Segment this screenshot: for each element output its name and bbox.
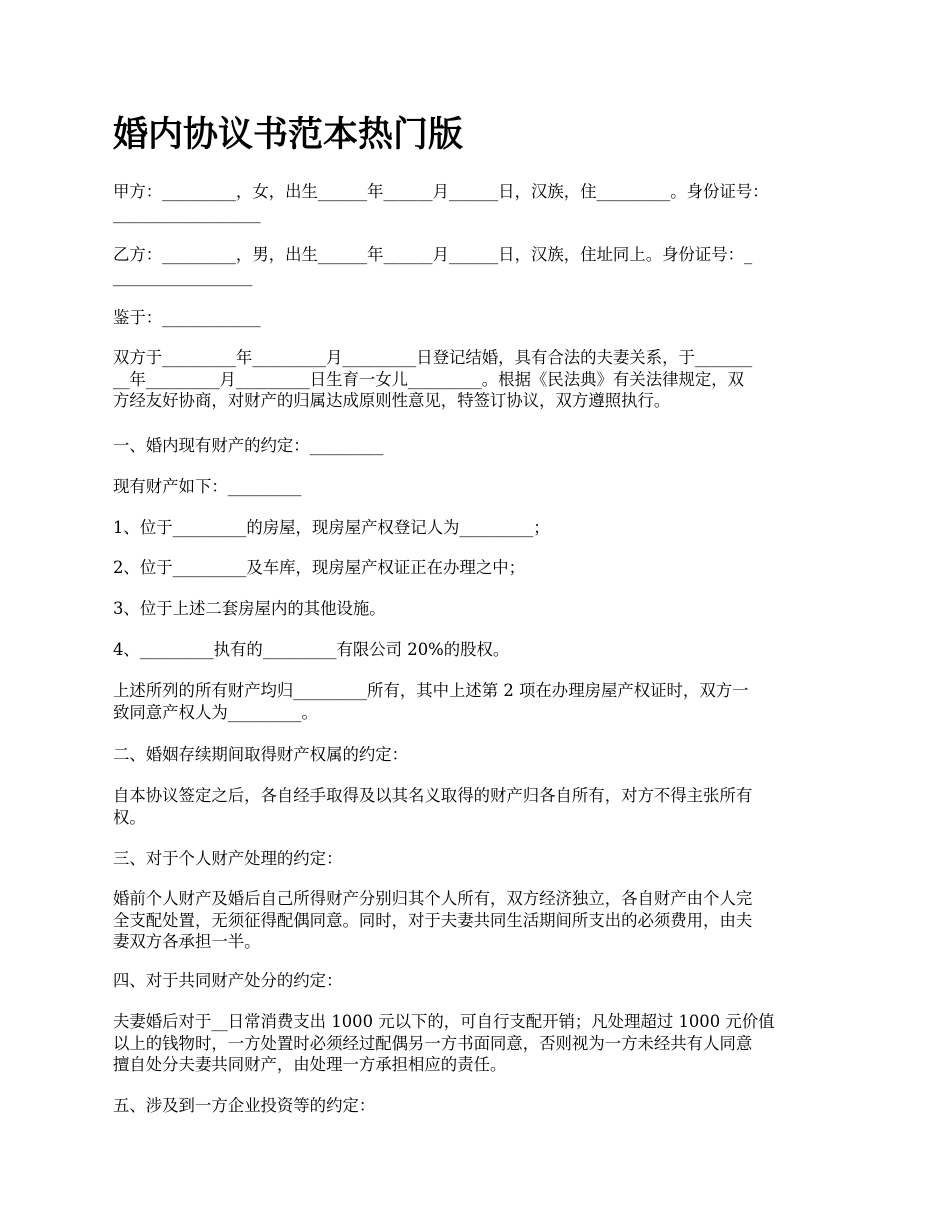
text-line: 方经友好协商，对财产的归属达成原则性意见，特签订协议，双方遵照执行。	[113, 391, 671, 410]
section-1-heading	[113, 435, 841, 457]
text-line: __年_________月_________日生育一女儿_________。根据《民法典》有关法律规定，双	[113, 369, 745, 389]
section-4-heading	[113, 970, 841, 992]
text-line: 1、位于_________的房屋，现房屋产权登记人为_________；	[113, 518, 550, 537]
property-ownership-paragraph	[113, 680, 841, 723]
property-item-4	[113, 639, 841, 661]
marriage-background-paragraph	[113, 347, 841, 412]
property-item-3	[113, 598, 841, 620]
text-line: 2、位于_________及车库，现房屋产权证正在办理之中；	[113, 558, 525, 577]
text-line: 现有财产如下：_________	[113, 477, 302, 496]
section-2-heading	[113, 744, 841, 766]
whereas-paragraph	[113, 307, 841, 329]
text-line: 擅自处分夫妻共同财产，由处理一方承担相应的责任。	[113, 1055, 507, 1074]
text-line: 致同意产权人为_________。	[113, 702, 318, 722]
property-item-2	[113, 557, 841, 579]
text-line: 甲方：_________，女，出生______年______月______日，汉族，住_________。身份证号：	[113, 182, 769, 201]
text-line: 4、_________执有的_________有限公司 20%的股权。	[113, 640, 510, 659]
text-line: 三、对于个人财产处理的约定：	[113, 849, 343, 868]
text-line: 婚前个人财产及婚后自己所得财产分别归其个人所有，双方经济独立，各自财产由个人完	[113, 889, 753, 908]
text-line: 夫妻婚后对于__日常消费支出 1000 元以下的，可自行支配开销；凡处理超过 1000 元价值	[113, 1012, 775, 1031]
text-line: 妻双方各承担一半。	[113, 932, 261, 951]
text-line: 权。	[113, 807, 146, 827]
existing-property-intro	[113, 476, 841, 498]
text-line: 一、婚内现有财产的约定：_________	[113, 436, 384, 455]
property-item-1	[113, 517, 841, 539]
text-line: __________________	[113, 203, 261, 223]
text-line: 鉴于：____________	[113, 308, 261, 327]
document-title: 婚内协议书范本热门版	[113, 115, 464, 155]
text-line: 全支配处置，无须征得配偶同意。同时，对于夫妻共同生活期间所支出的必须费用，由夫	[113, 910, 753, 930]
text-line: 3、位于上述二套房屋内的其他设施。	[113, 599, 386, 618]
text-line: _________________	[113, 266, 253, 286]
section-4-body	[113, 1011, 841, 1076]
section-5-heading	[113, 1095, 841, 1117]
text-line: 双方于_________年_________月_________日登记结婚，具有合法的夫妻关系，于_______	[113, 348, 753, 367]
text-line: 以上的钱物时，一方处置时必须经过配偶另一方书面同意，否则视为一方未经共有人同意	[113, 1033, 753, 1053]
section-2-body	[113, 785, 841, 828]
section-3-body	[113, 888, 841, 953]
text-line: 二、婚姻存续期间取得财产权属的约定：	[113, 745, 409, 764]
text-line: 四、对于共同财产处分的约定：	[113, 971, 343, 990]
section-3-heading	[113, 848, 841, 870]
text-line: 上述所列的所有财产均归_________所有，其中上述第 2 项在办理房屋产权证时，双方一	[113, 681, 749, 700]
party-b-paragraph	[113, 244, 841, 287]
text-line: 乙方：_________，男，出生______年______月______日，汉族，住址同上。身份证号：_	[113, 245, 753, 264]
text-line: 五、涉及到一方企业投资等的约定：	[113, 1096, 376, 1115]
text-line: 自本协议签定之后，各自经手取得及以其名义取得的财产归各自所有，对方不得主张所有	[113, 786, 753, 805]
party-a-paragraph	[113, 181, 841, 224]
